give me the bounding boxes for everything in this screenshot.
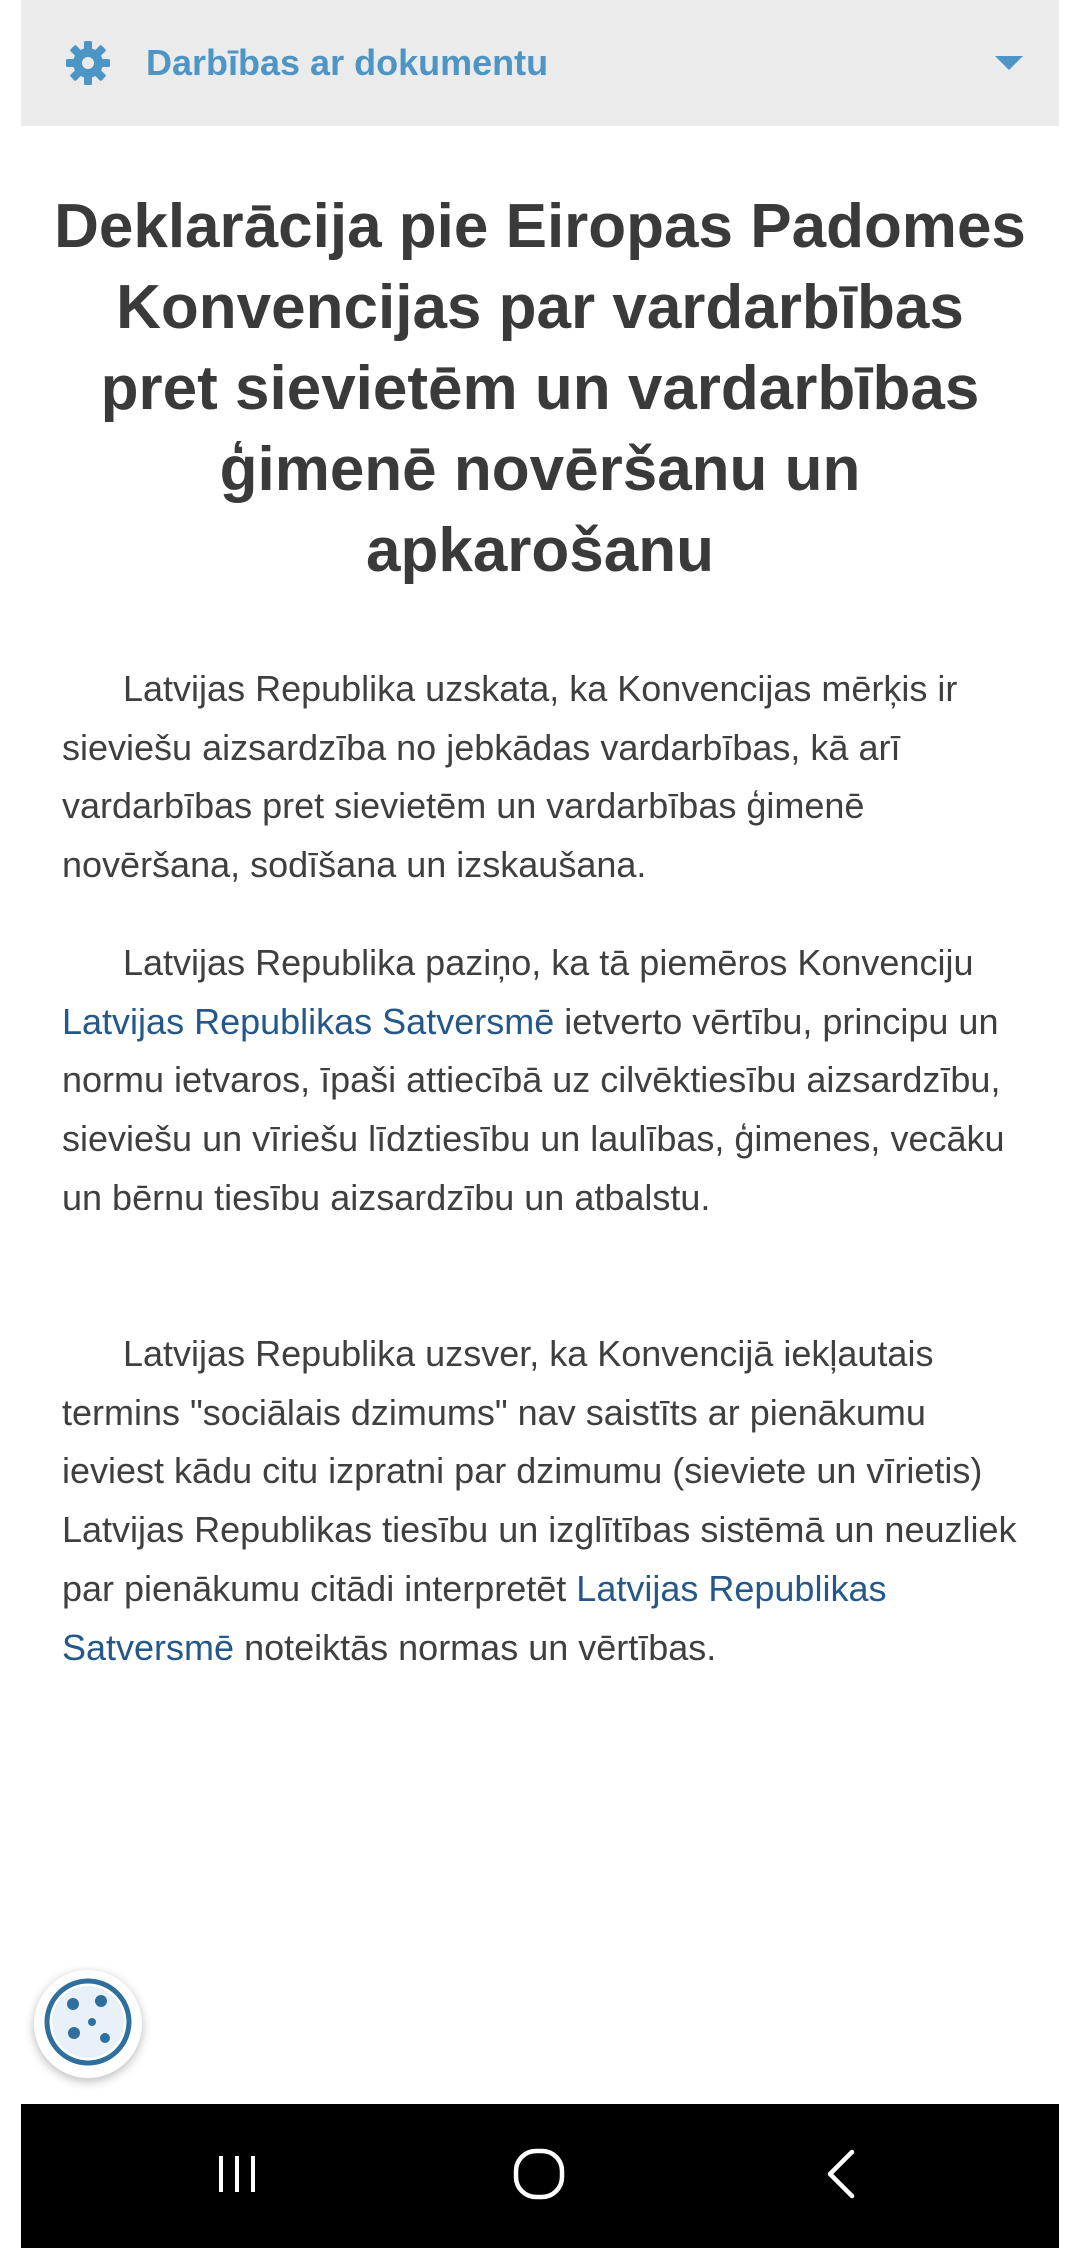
document-actions-bar[interactable]: [21, 0, 1059, 126]
paragraph-2: [62, 934, 1022, 1228]
paragraph-3-text-after: noteiktās normas un vērtības.: [234, 1626, 717, 1668]
paragraph-2-text-before: Latvijas Republika paziņo, ka tā piemēros Konvenciju: [123, 942, 974, 983]
back-icon: [812, 2144, 872, 2209]
cookie-settings-button[interactable]: [34, 1970, 142, 2078]
home-button[interactable]: [494, 2134, 584, 2218]
back-button[interactable]: [797, 2134, 887, 2218]
paragraph-3-text-before: Latvijas Republika uzsver, ka Konvencijā iekļautais termins "sociālais dzimums" nav saistīts ar pienākumu ieviest kādu citu izpratni par dzimumu (sieviete un vīrietis) Latvijas Republikas tiesību un izglītības sistēmā un neuzliek par pienākumu citādi interpretēt: [62, 1333, 1017, 1609]
paragraph-3: [62, 1325, 1022, 1677]
page-title: Deklarācija pie Eiropas Padomes Konvencijas par vardarbības pret sievietēm un vardarbības ģimenē novēršanu un apkarošanu: [54, 192, 1026, 585]
paragraph-2-text-after: ietverto vērtību, principu un normu ietvaros, īpaši attiecībā uz cilvēktiesību aizsardzību, sieviešu un vīriešu līdztiesību un laulības, ģimenes, vecāku un bērnu tiesību aizsardzību un atbalstu.: [62, 1000, 1005, 1218]
system-navigation-bar: [21, 2104, 1059, 2248]
caret-down-icon[interactable]: [993, 52, 1025, 74]
satversme-link-1[interactable]: Latvijas Republikas Satversmē: [62, 1000, 555, 1042]
cookie-icon: [42, 1976, 134, 2073]
paragraph-1: Latvijas Republika uzskata, ka Konvencijas mērķis ir sieviešu aizsardzība no jebkādas vardarbības, kā arī vardarbības pret sievietēm un vardarbības ģimenē novēršana, sodīšana un izskaušana.: [62, 668, 958, 886]
document-actions-label[interactable]: Darbības ar dokumentu: [146, 42, 549, 83]
recents-button[interactable]: [192, 2134, 282, 2218]
gear-icon: [63, 38, 113, 88]
recents-icon: [207, 2144, 267, 2209]
satversme-link-2[interactable]: Latvijas Republikas Satversmē: [62, 1567, 887, 1668]
home-icon: [509, 2144, 569, 2209]
